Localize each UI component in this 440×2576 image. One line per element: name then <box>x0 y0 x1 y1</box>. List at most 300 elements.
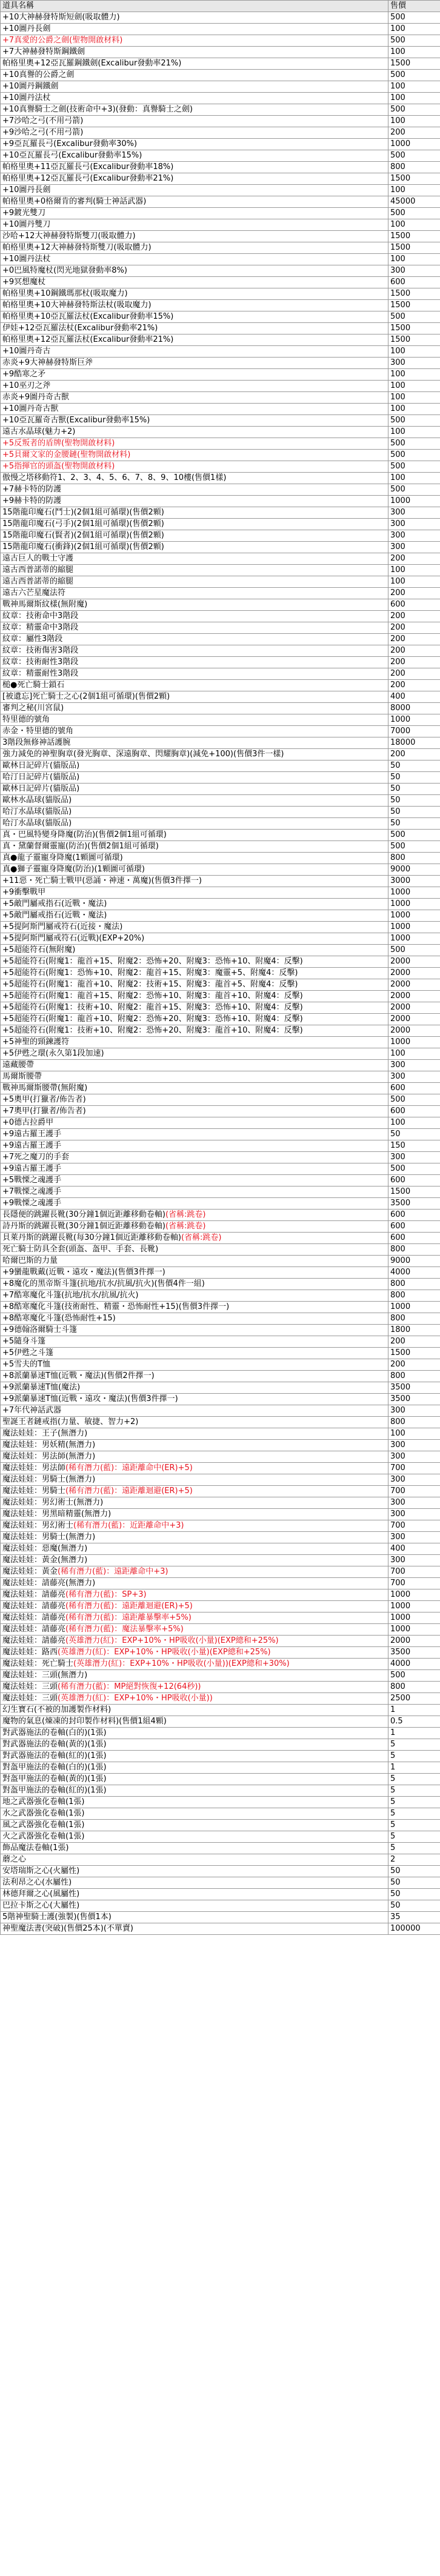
item-price-cell: 100 <box>388 47 440 58</box>
item-name-cell <box>1 760 388 772</box>
table-row <box>1 231 440 242</box>
item-price-cell: 2000 <box>388 979 440 991</box>
table-row <box>1 1463 440 1474</box>
item-price-cell: 200 <box>388 1359 440 1371</box>
table-row <box>1 358 440 369</box>
item-price-cell: 200 <box>388 588 440 599</box>
table-row <box>1 680 440 691</box>
item-name-cell <box>1 1382 388 1394</box>
item-price-cell: 100 <box>388 427 440 438</box>
table-row <box>1 576 440 588</box>
item-name-cell <box>1 1543 388 1555</box>
table-row <box>1 473 440 484</box>
item-name-text: 哈汀水晶球(貓版品) <box>2 819 72 828</box>
table-row <box>1 47 440 58</box>
item-name-cell <box>1 1463 388 1474</box>
item-name-cell <box>1 1808 388 1820</box>
item-price-cell: 7000 <box>388 726 440 737</box>
item-name-cell <box>1 507 388 519</box>
item-price-cell: 800 <box>388 162 440 173</box>
item-price-cell: 300 <box>388 1451 440 1463</box>
item-name-cell <box>1 242 388 254</box>
item-price-cell: 1000 <box>388 922 440 933</box>
table-row <box>1 1336 440 1348</box>
table-row <box>1 910 440 922</box>
item-name-text: +7大神赫發特斯鋼鐵劍 <box>2 47 85 56</box>
table-row <box>1 1302 440 1313</box>
item-price-cell: 1000 <box>388 933 440 945</box>
item-name-cell <box>1 553 388 565</box>
item-name-text: +9遠古羅王護手 <box>2 1141 62 1150</box>
item-name-cell <box>1 369 388 381</box>
item-price-cell: 100 <box>388 116 440 127</box>
table-row <box>1 1751 440 1762</box>
item-name-cell <box>1 70 388 81</box>
table-row <box>1 127 440 139</box>
item-name-text: 魔法娃娃：請藤亮 <box>2 1602 66 1611</box>
item-name-highlight: (稀有潛力(藍)：近距離命中+3) <box>73 1521 184 1530</box>
table-row <box>1 703 440 714</box>
item-name-text: +8魔化的黑帝斯斗篷(抗地/抗水/抗風/抗火)(售價4件一組) <box>2 1279 205 1288</box>
item-name-cell <box>1 1221 388 1233</box>
item-name-text: 紋章：技術耐性3階段 <box>2 657 79 667</box>
item-name-cell <box>1 24 388 35</box>
table-row <box>1 1578 440 1589</box>
item-name-text: 真●獅子靈寵身降魔(防治)(1顆圖可循環) <box>2 865 145 874</box>
item-name-highlight: +5反叛者的盾牌(聖物開啟材料) <box>2 439 115 448</box>
table-row <box>1 1256 440 1267</box>
item-price-cell: 18000 <box>388 737 440 749</box>
item-price-cell: 5 <box>388 1808 440 1820</box>
table-row <box>1 346 440 358</box>
item-price-cell: 50 <box>388 1877 440 1889</box>
table-row <box>1 1152 440 1163</box>
item-name-text: +7死之魔刀的手套 <box>2 1153 70 1162</box>
table-row <box>1 427 440 438</box>
item-name-text: +5敵門屬戒指石(近戰・魔法) <box>2 899 107 908</box>
item-name-cell <box>1 1083 388 1094</box>
item-name-cell <box>1 956 388 968</box>
item-name-text: 對盔甲施法的卷軸(黃的)(1張) <box>2 1774 107 1783</box>
table-header-row <box>1 1 440 12</box>
item-name-cell <box>1 1739 388 1751</box>
item-price-cell: 2000 <box>388 1636 440 1647</box>
item-name-text: 特里德的號角 <box>2 715 50 724</box>
item-price-cell: 500 <box>388 841 440 853</box>
item-price-cell: 100000 <box>388 1923 440 1935</box>
item-price-cell: 500 <box>388 484 440 496</box>
item-price-cell: 100 <box>388 369 440 381</box>
item-price-cell: 200 <box>388 553 440 565</box>
table-row <box>1 1923 440 1935</box>
item-name-text: 魔法娃娃：請藤亮 <box>2 1636 66 1645</box>
item-name-cell <box>1 1728 388 1739</box>
item-name-cell <box>1 703 388 714</box>
table-row <box>1 991 440 1002</box>
table-row <box>1 1221 440 1233</box>
item-price-cell: 200 <box>388 622 440 634</box>
item-price-cell: 100 <box>388 404 440 415</box>
item-name-text: 帕格里奧+12大神赫發特斯雙刀(吸取體力) <box>2 243 152 252</box>
item-price-cell: 35 <box>388 1912 440 1923</box>
table-row <box>1 1071 440 1083</box>
table-row <box>1 35 440 47</box>
item-name-cell <box>1 749 388 760</box>
item-price-cell: 4000 <box>388 1659 440 1670</box>
item-price-cell: 2000 <box>388 991 440 1002</box>
table-row <box>1 58 440 70</box>
item-price-cell: 300 <box>388 1555 440 1566</box>
item-price-cell: 5 <box>388 1774 440 1785</box>
table-row <box>1 1589 440 1601</box>
item-name-highlight: (稀有潛力(藍)：魔法暴擊率+5%) <box>65 1625 184 1634</box>
item-name-highlight: (省稱:跳卷) <box>165 1210 206 1219</box>
item-price-cell: 500 <box>388 945 440 956</box>
item-name-cell <box>1 933 388 945</box>
item-name-cell <box>1 196 388 208</box>
item-name-text: +11惡・死亡騎士戰甲(惡誦・神速・萬魔)(售價3件擇一) <box>2 876 202 885</box>
table-row <box>1 519 440 530</box>
item-name-text: 歐林日記碎片(貓版品) <box>2 761 80 770</box>
table-row <box>1 1267 440 1279</box>
item-name-cell <box>1 219 388 231</box>
item-name-text: +9赫卡特的防護 <box>2 496 62 505</box>
item-price-cell: 3500 <box>388 1394 440 1405</box>
item-name-text: 帕格里奧+0格爾肯的審判(騎士神話武器) <box>2 197 147 206</box>
item-name-text: +10真譽騎士之劍(技術命中+3)(發動：真譽騎士之劍) <box>2 105 193 114</box>
item-price-cell: 100 <box>388 1048 440 1060</box>
item-price-cell: 100 <box>388 1117 440 1129</box>
item-name-highlight: (英雄潛力(紅)：EXP+10%・HP吸收(小量)(EXP總和+25%) <box>65 1636 279 1645</box>
item-name-cell <box>1 657 388 668</box>
table-row <box>1 242 440 254</box>
item-name-cell <box>1 588 388 599</box>
item-name-cell <box>1 1647 388 1659</box>
item-name-text: 火之武器強化卷軸(1張) <box>2 1832 85 1841</box>
item-name-text: 死亡騎士防具全套(頭盔、盔甲、手套、長靴) <box>2 1245 159 1254</box>
item-name-cell <box>1 1198 388 1210</box>
table-row <box>1 945 440 956</box>
item-name-text: +5提阿斯門屬戒符石(近接・魔法) <box>2 922 123 931</box>
table-row <box>1 404 440 415</box>
item-name-cell <box>1 1612 388 1624</box>
item-price-cell: 1500 <box>388 231 440 242</box>
item-name-text: 帕格里奧+12亞瓦羅法杖(Excalibur發動率21%) <box>2 335 174 344</box>
table-row <box>1 1636 440 1647</box>
item-name-cell <box>1 1163 388 1175</box>
item-name-cell <box>1 691 388 703</box>
item-price-cell: 5 <box>388 1785 440 1797</box>
table-row <box>1 1198 440 1210</box>
item-name-highlight: (稀有潛力(藍)：遠距離迴避(ER)+5) <box>65 1602 193 1611</box>
item-price-cell: 50 <box>388 1129 440 1140</box>
item-price-cell: 1 <box>388 1728 440 1739</box>
table-row <box>1 185 440 196</box>
item-name-cell <box>1 1589 388 1601</box>
item-name-cell <box>1 634 388 645</box>
item-name-text: 魔法娃娃：黃金 <box>2 1567 58 1576</box>
table-row <box>1 1325 440 1336</box>
item-name-text: 帕格里奧+11亞瓦羅長弓(Excalibur發動率18%) <box>2 162 174 171</box>
item-name-text: 風之武器強化卷軸(1張) <box>2 1820 85 1829</box>
item-name-cell <box>1 1140 388 1152</box>
item-name-text: 對武器施法的卷軸(白的)(1張) <box>2 1728 107 1737</box>
item-price-cell: 500 <box>388 1163 440 1175</box>
table-row <box>1 1831 440 1843</box>
item-price-cell: 600 <box>388 1210 440 1221</box>
item-price-cell: 300 <box>388 507 440 519</box>
item-name-cell <box>1 415 388 427</box>
item-price-cell: 50 <box>388 760 440 772</box>
item-name-text: 遠古巨人的戰士守護 <box>2 554 74 563</box>
item-name-text: 15階龍印魔石(弓手)(2個1組可循環)(售價2顆) <box>2 519 164 528</box>
item-name-cell <box>1 910 388 922</box>
item-price-cell: 300 <box>388 1071 440 1083</box>
item-name-cell <box>1 265 388 277</box>
item-name-cell <box>1 622 388 634</box>
table-row <box>1 1440 440 1451</box>
item-price-cell: 800 <box>388 1244 440 1256</box>
item-name-cell <box>1 576 388 588</box>
item-name-text: 魔法娃娃：男騎士(無潛力) <box>2 1475 96 1484</box>
item-price-cell: 2000 <box>388 968 440 979</box>
table-row <box>1 1428 440 1440</box>
table-row <box>1 1140 440 1152</box>
item-name-text: +5隨身斗篷 <box>2 1337 46 1346</box>
item-price-cell: 500 <box>388 438 440 450</box>
item-price-cell: 300 <box>388 1405 440 1417</box>
item-price-cell: 800 <box>388 1417 440 1428</box>
item-name-cell <box>1 1175 388 1186</box>
item-price-cell: 3500 <box>388 1647 440 1659</box>
table-row <box>1 173 440 185</box>
table-row <box>1 1014 440 1025</box>
item-name-text: +10亞瓦羅奇古獸(Excalibur發動率15%) <box>2 416 150 425</box>
table-row <box>1 196 440 208</box>
item-name-text: 帕格里奧+10亞瓦羅法杖(Excalibur發動率15%) <box>2 312 174 321</box>
column-header-item-name: 道具名稱 <box>1 1 388 12</box>
item-price-cell: 1000 <box>388 910 440 922</box>
item-price-cell: 8000 <box>388 703 440 714</box>
item-name-text: +10圖丹鋼鐵劍 <box>2 82 59 91</box>
table-row <box>1 93 440 104</box>
item-name-cell <box>1 611 388 622</box>
item-price-cell: 300 <box>388 1497 440 1509</box>
item-price-cell: 500 <box>388 35 440 47</box>
item-name-text: 真・黛蘭督爾靈寵(防治)(售價2個1組可循環) <box>2 842 159 851</box>
table-row <box>1 70 440 81</box>
item-price-cell: 9000 <box>388 1256 440 1267</box>
item-price-cell: 400 <box>388 1543 440 1555</box>
item-price-cell: 1500 <box>388 323 440 334</box>
table-row <box>1 369 440 381</box>
item-name-cell <box>1 334 388 346</box>
item-name-cell <box>1 899 388 910</box>
item-price-cell: 500 <box>388 830 440 841</box>
item-price-cell: 100 <box>388 1428 440 1440</box>
item-name-cell <box>1 1555 388 1566</box>
item-name-cell <box>1 1071 388 1083</box>
item-price-cell: 1500 <box>388 300 440 311</box>
item-name-cell <box>1 1578 388 1589</box>
item-name-text: +9亞瓦羅長弓(Excalibur發動率30%) <box>2 139 138 148</box>
table-row <box>1 864 440 876</box>
table-row <box>1 496 440 507</box>
item-name-text: +9冥想魔杖 <box>2 278 46 287</box>
table-row <box>1 1163 440 1175</box>
item-name-text: 魔法娃娃：男騎士(無潛力) <box>2 1533 96 1542</box>
item-price-cell: 200 <box>388 1336 440 1348</box>
item-price-cell: 200 <box>388 749 440 760</box>
item-name-text: +9遠古羅王護手 <box>2 1130 62 1139</box>
table-row <box>1 1244 440 1256</box>
item-name-text: +9蠻龍戰戴(近戰・遠攻・魔法)(售價3件擇一) <box>2 1268 165 1277</box>
item-name-highlight: (稀有潛力(藍)：SP+3) <box>65 1590 147 1599</box>
item-price-cell: 1500 <box>388 334 440 346</box>
item-name-text: 哈爾巴斯的力量 <box>2 1256 58 1265</box>
item-price-cell: 800 <box>388 1290 440 1302</box>
item-price-cell: 2000 <box>388 1002 440 1014</box>
item-price-cell: 5 <box>388 1831 440 1843</box>
item-price-cell: 100 <box>388 81 440 93</box>
table-row <box>1 1290 440 1302</box>
item-price-cell: 1500 <box>388 242 440 254</box>
item-name-text: 沙哈+12大神赫發特斯雙刀(吸取體力) <box>2 231 136 241</box>
item-name-text: 伊娃+12亞瓦羅法杖(Excalibur發動率21%) <box>2 324 158 333</box>
table-row <box>1 1566 440 1578</box>
item-name-highlight: (英雄潛力(紅)：EXP+10%・HP吸收(小量)) <box>58 1694 213 1703</box>
item-name-cell <box>1 1866 388 1877</box>
item-price-cell: 100 <box>388 565 440 576</box>
item-name-text: +8派蘭暴速T恤(近戰・魔法)(售價2件擇一) <box>2 1371 155 1380</box>
item-price-cell: 500 <box>388 70 440 81</box>
item-name-text: +10亞瓦羅長弓(Excalibur發動率15%) <box>2 151 142 160</box>
item-name-cell <box>1 807 388 818</box>
table-row <box>1 1175 440 1186</box>
item-name-cell <box>1 1348 388 1359</box>
item-price-cell: 5 <box>388 1751 440 1762</box>
item-price-cell: 1000 <box>388 496 440 507</box>
table-row <box>1 507 440 519</box>
item-price-cell: 2000 <box>388 1014 440 1025</box>
item-name-text: +8酷寒魔化斗篷(技術耐性、精靈・恐怖耐性+15)(售價3件擇一) <box>2 1302 230 1311</box>
item-name-cell <box>1 1762 388 1774</box>
item-name-text: 遠藏腰帶 <box>2 1060 35 1070</box>
item-name-text: 帕格里奧+12亞瓦羅鋼鐵劍(Excalibur發動率21%) <box>2 59 182 68</box>
table-row <box>1 542 440 553</box>
item-name-cell <box>1 1843 388 1854</box>
item-name-cell <box>1 542 388 553</box>
table-row <box>1 1451 440 1463</box>
item-name-cell <box>1 185 388 196</box>
item-price-cell: 50 <box>388 818 440 830</box>
item-name-cell <box>1 830 388 841</box>
item-name-text: +5超能符石(附魔1：技術+10、附魔2：恐怖+20、附魔3：龍首+10、附魔4：反擊) <box>2 1026 303 1035</box>
item-name-text: +5敵門屬戒指石(近戰・魔法) <box>2 911 107 920</box>
item-name-cell <box>1 991 388 1002</box>
table-row <box>1 876 440 887</box>
item-name-text: 強力減免的神聖胸章(發光胸章、深遠胸章、閃耀胸章)(減免+100)(售價3件一樣) <box>2 750 284 759</box>
table-row <box>1 24 440 35</box>
item-price-cell: 50 <box>388 1889 440 1900</box>
item-name-cell <box>1 1186 388 1198</box>
item-name-text: 紋章：屬性3階段 <box>2 634 63 644</box>
item-price-cell: 300 <box>388 519 440 530</box>
item-name-text: 魔法娃娃：三頭 <box>2 1694 58 1703</box>
item-name-cell <box>1 311 388 323</box>
item-price-cell: 600 <box>388 1175 440 1186</box>
item-price-cell: 100 <box>388 473 440 484</box>
table-row <box>1 784 440 795</box>
table-row <box>1 611 440 622</box>
table-row <box>1 1497 440 1509</box>
item-price-cell: 500 <box>388 311 440 323</box>
item-name-cell <box>1 1060 388 1071</box>
item-name-cell <box>1 81 388 93</box>
item-name-text: +10圖丹法杖 <box>2 255 51 264</box>
table-row <box>1 887 440 899</box>
table-row <box>1 1739 440 1751</box>
item-name-text: 魔法娃娃：惡魔(無潛力) <box>2 1544 88 1553</box>
item-name-text: +10真譽的公爵之劍 <box>2 70 75 79</box>
item-price-cell: 4000 <box>388 1267 440 1279</box>
item-price-cell: 600 <box>388 277 440 288</box>
table-row <box>1 323 440 334</box>
item-name-cell <box>1 1854 388 1866</box>
table-row <box>1 1601 440 1612</box>
item-price-cell: 300 <box>388 542 440 553</box>
item-name-cell <box>1 496 388 507</box>
item-name-cell <box>1 93 388 104</box>
item-name-cell <box>1 853 388 864</box>
item-name-cell <box>1 737 388 749</box>
item-name-cell <box>1 1831 388 1843</box>
item-price-cell: 500 <box>388 12 440 24</box>
table-row <box>1 657 440 668</box>
item-name-cell <box>1 1290 388 1302</box>
table-row <box>1 1543 440 1555</box>
table-row <box>1 749 440 760</box>
item-name-cell <box>1 887 388 899</box>
table-row <box>1 599 440 611</box>
item-name-cell <box>1 12 388 24</box>
table-row <box>1 1106 440 1117</box>
item-price-cell: 500 <box>388 150 440 162</box>
item-name-cell <box>1 1025 388 1037</box>
item-price-cell: 400 <box>388 691 440 703</box>
item-price-cell: 800 <box>388 1279 440 1290</box>
table-row <box>1 1877 440 1889</box>
table-row <box>1 1889 440 1900</box>
item-price-cell: 50 <box>388 772 440 784</box>
item-name-cell <box>1 1751 388 1762</box>
table-row <box>1 830 440 841</box>
table-row <box>1 1624 440 1636</box>
item-price-cell: 300 <box>388 1440 440 1451</box>
item-name-text: 15階龍印魔石(鬥士)(2個1組可循環)(售價2顆) <box>2 508 164 517</box>
item-price-cell: 500 <box>388 450 440 461</box>
table-row <box>1 1359 440 1371</box>
item-price-cell: 700 <box>388 1520 440 1532</box>
item-name-cell <box>1 645 388 657</box>
item-price-cell: 1000 <box>388 899 440 910</box>
table-row <box>1 1348 440 1359</box>
item-name-text: 幻生寶石(不被的加護製作材料) <box>2 1705 112 1714</box>
table-row <box>1 634 440 645</box>
item-name-cell <box>1 519 388 530</box>
item-name-text: 魔物的氣息(煉凍的封印製作材料)(售價1組4顆) <box>2 1717 167 1726</box>
item-name-text: 15階龍印魔石(賢者)(2個1組可循環)(售價2顆) <box>2 531 164 540</box>
